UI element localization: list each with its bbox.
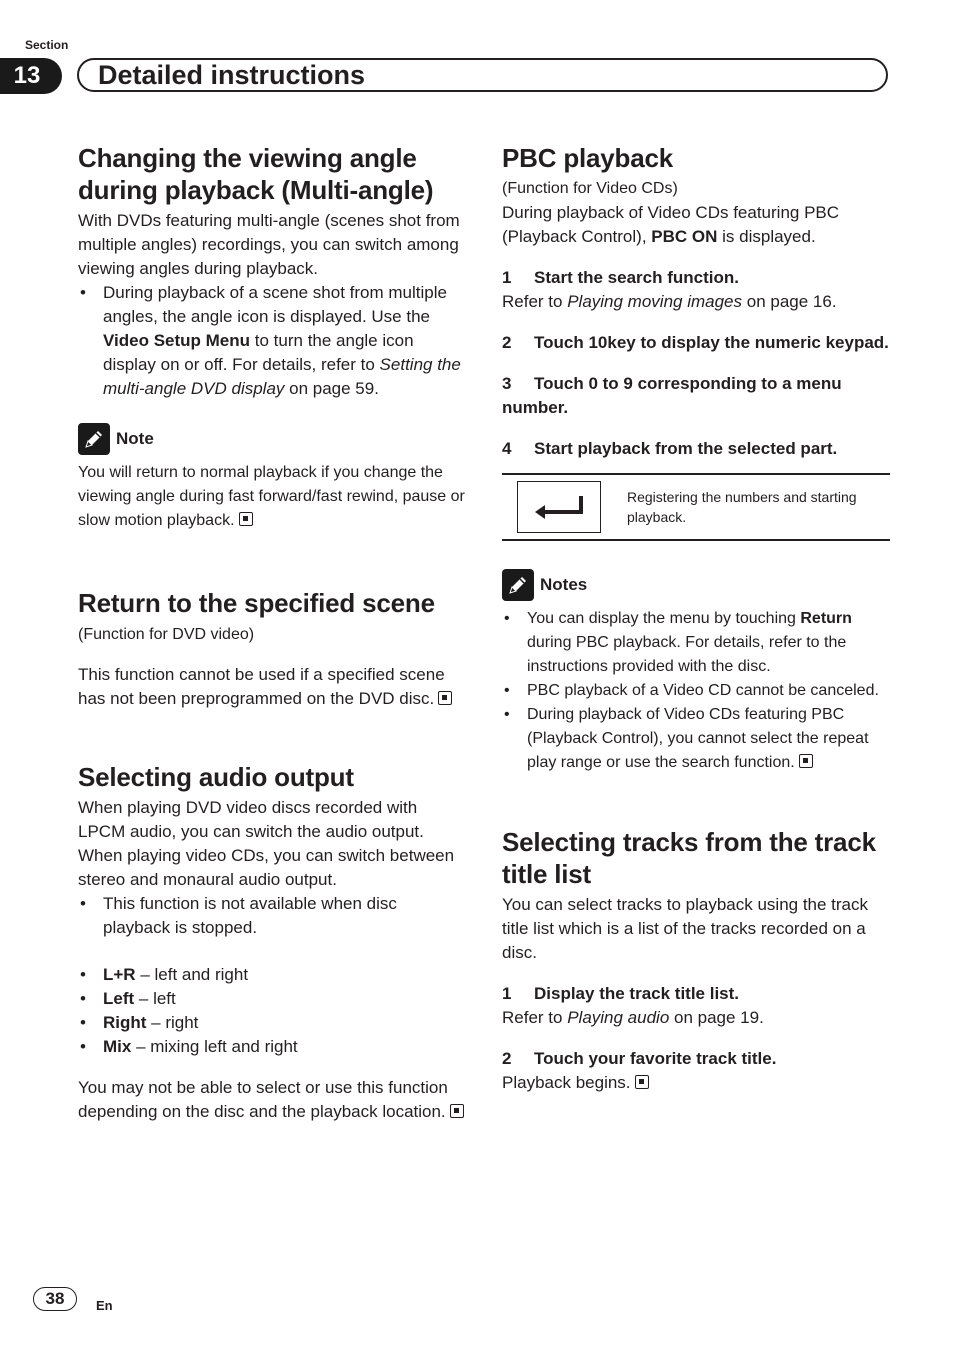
audio-output-heading: Selecting audio output (78, 762, 354, 792)
key-description-table (502, 473, 890, 541)
section-number-badge: 13 (0, 58, 62, 94)
tracks-step-2-result: Playback begins. (502, 1071, 890, 1095)
return-scene-function: (Function for DVD video) (78, 626, 255, 643)
pbc-step-4: 4 Start playback from the selected part. (502, 439, 838, 458)
pbc-function: (Function for Video CDs) (502, 180, 678, 197)
audio-output-intro: When playing DVD video discs recorded with LPCM audio, you can switch the audio output. When playing video CDs, you can switch between stereo and monaural audio output. (78, 798, 455, 889)
right-column (502, 142, 890, 1095)
end-of-section-icon (450, 1104, 464, 1118)
tracks-step-1: 1 Display the track title list. (502, 984, 740, 1003)
pbc-step-2: 2 Touch 10key to display the numeric keypad. (502, 333, 889, 352)
tracks-heading: Selecting tracks from the track title list (502, 827, 876, 889)
list-item: • During playback of Video CDs featuring PBC (Playback Control), you cannot select the repeat play range or use the search function. (502, 703, 890, 775)
multiangle-intro: With DVDs featuring multi-angle (scenes shot from multiple angles) recordings, you can switch among viewing angles during playback. (78, 211, 460, 278)
note-text: You will return to normal playback if you change the viewing angle during fast forward/fast rewind, pause or slow motion playback. (78, 464, 465, 529)
enter-key-icon (517, 481, 601, 533)
pbc-notes-list (502, 607, 890, 775)
section-label: Section (25, 38, 69, 52)
page-number: 38 (33, 1287, 77, 1311)
cross-reference: Setting the multi-angle DVD display (103, 355, 461, 398)
pbc-heading: PBC playback (502, 143, 674, 173)
note-pencil-icon (502, 569, 534, 601)
audio-options-list (78, 963, 466, 1059)
end-of-section-icon (799, 754, 813, 768)
list-item: • During playback of a scene shot from multiple angles, the angle icon is displayed. Use the Video Setup Menu to turn the angle icon display on or off. For details, refer to Setting the multi-angle DVD display on page 59. (78, 281, 466, 401)
tracks-step-2: 2 Touch your favorite track title. (502, 1049, 777, 1068)
list-item: • L+R – left and right (78, 963, 466, 987)
list-item: • You can display the menu by touching Return during PBC playback. For details, refer to the instructions provided with the disc. (502, 607, 890, 679)
return-scene-heading: Return to the specified scene (78, 588, 435, 618)
audio-output-bullets (78, 892, 466, 940)
note-label: Note (116, 429, 154, 448)
tracks-step-1-ref: Refer to Playing audio on page 19. (502, 1008, 764, 1027)
pbc-step-1-ref: Refer to Playing moving images on page 16. (502, 292, 837, 311)
note-pencil-icon (78, 423, 110, 455)
pbc-step-1: 1 Start the search function. (502, 268, 739, 287)
language-code: En (96, 1298, 113, 1313)
end-of-section-icon (239, 512, 253, 526)
tracks-intro: You can select tracks to playback using the track title list which is a list of the tracks recorded on a disc. (502, 895, 869, 962)
end-of-section-icon (635, 1075, 649, 1089)
audio-output-footer: You may not be able to select or use this function depending on the disc and the playback location. (78, 1076, 466, 1124)
list-item: • Left – left (78, 987, 466, 1011)
key-description-text: Registering the numbers and starting playback. (627, 489, 857, 525)
section-title: Detailed instructions (98, 60, 366, 90)
pbc-intro: During playback of Video CDs featuring PBC (Playback Control), PBC ON is displayed. (502, 203, 840, 246)
multiangle-heading: Changing the viewing angle during playback (Multi-angle) (78, 143, 434, 205)
list-item: • This function is not available when disc playback is stopped. (78, 892, 466, 940)
list-item: • PBC playback of a Video CD cannot be canceled. (502, 679, 890, 703)
pbc-step-3: 3 Touch 0 to 9 corresponding to a menu number. (502, 374, 842, 417)
list-item: • Right – right (78, 1011, 466, 1035)
return-scene-body: This function cannot be used if a specified scene has not been preprogrammed on the DVD disc. (78, 663, 466, 711)
note-header (78, 423, 466, 455)
list-item: • Mix – mixing left and right (78, 1035, 466, 1059)
multiangle-bullets (78, 281, 466, 401)
video-setup-menu-ref: Video Setup Menu (103, 331, 251, 350)
left-column (78, 142, 466, 1124)
notes-label: Notes (540, 575, 588, 594)
end-of-section-icon (438, 691, 452, 705)
notes-header (502, 569, 890, 601)
